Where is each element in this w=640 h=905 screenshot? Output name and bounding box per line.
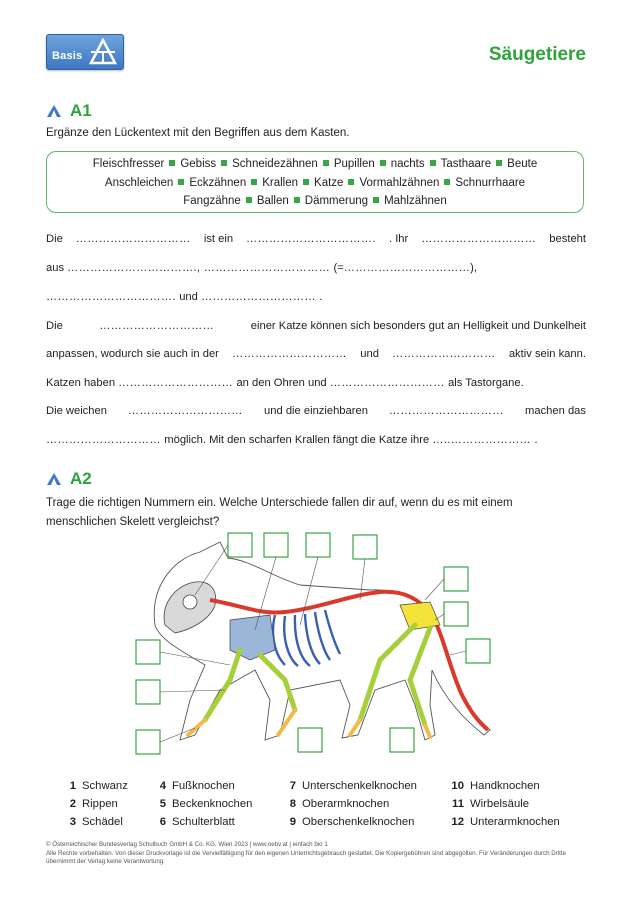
green-square-icon	[251, 179, 257, 185]
legend-number: 12	[451, 816, 464, 828]
legend-label: Schwanz	[82, 780, 128, 792]
green-square-icon	[444, 179, 450, 185]
word-term: Vormahlzähnen	[359, 176, 440, 189]
basis-logo	[46, 34, 124, 70]
level-triangle-icon	[46, 472, 62, 486]
word-row	[47, 174, 583, 193]
gap-text-segment: als Tastorgane.	[448, 377, 524, 389]
word-term: Pupillen	[333, 158, 375, 170]
legend-col-3	[282, 777, 417, 831]
gap-blank[interactable]: …..…………………	[432, 434, 535, 446]
word-row	[47, 192, 583, 211]
task-heading-a2	[46, 469, 92, 489]
word-box	[46, 151, 584, 213]
ribs-bones	[273, 610, 340, 666]
legend-number: 6	[159, 816, 166, 828]
answer-box	[228, 533, 252, 557]
answer-box	[136, 640, 160, 664]
gap-text-segment: einer Katze können sich besonders gut an Helligkeit und Dunkelheit	[250, 320, 586, 332]
gap-text-line	[46, 434, 586, 446]
gap-blank[interactable]: …………………………	[200, 291, 320, 303]
word-term: Gebiss	[180, 158, 217, 170]
word-row	[47, 155, 583, 174]
gap-text-segment: ist ein	[203, 233, 237, 245]
gap-text-segment: an den Ohren und	[236, 377, 330, 389]
legend-item	[282, 777, 417, 795]
gap-blank[interactable]: …………………………	[232, 348, 351, 360]
gap-blank[interactable]: …………………………….	[245, 233, 380, 245]
word-term: Eckzähnen	[189, 176, 247, 189]
legend-number: 5	[159, 798, 166, 810]
gap-text-segment: besteht	[549, 233, 586, 245]
green-square-icon	[496, 160, 502, 166]
legend-item	[450, 777, 560, 795]
gap-text-segment: machen das	[525, 405, 586, 417]
word-term: Tasthaare	[440, 158, 492, 170]
green-square-icon	[221, 160, 227, 166]
green-square-icon	[169, 160, 175, 166]
gap-blank[interactable]: …………………………	[118, 377, 237, 389]
gap-blank[interactable]: …………………………….,	[67, 262, 204, 274]
legend-item	[152, 795, 252, 813]
legend-col-1	[62, 777, 128, 831]
legend-label: Fußknochen	[172, 780, 235, 792]
answer-box	[264, 533, 288, 557]
legend-label: Schulterblatt	[172, 816, 235, 828]
legend-item	[450, 795, 560, 813]
gap-text-segment: (=	[333, 262, 344, 274]
task-heading-a1	[46, 101, 92, 121]
word-term: Fleischfresser	[92, 158, 165, 170]
legend-item	[62, 813, 128, 831]
answer-box	[136, 730, 160, 754]
answer-box	[353, 535, 377, 559]
legend-item	[450, 813, 560, 831]
word-term: Dämmerung	[304, 195, 369, 207]
legend-col-4	[450, 777, 560, 831]
green-square-icon	[430, 160, 436, 166]
level-triangle-icon	[46, 104, 62, 118]
legend-number: 1	[69, 780, 76, 792]
footer-copyright: © Österreichischer Bundesverlag Schulbuch GmbH & Co. KG, Wien 2023 | www.oebv.at | einfach bio 1	[46, 841, 328, 848]
word-term: Schneidezähnen	[232, 158, 318, 170]
legend-number: 8	[289, 798, 296, 810]
answer-box	[298, 728, 322, 752]
gap-text-segment: .	[319, 291, 323, 303]
task-heading-text: A2	[70, 469, 92, 488]
gap-text-line	[46, 320, 586, 332]
legend-number: 9	[289, 816, 296, 828]
legend-number: 4	[159, 780, 166, 792]
legend-item	[62, 777, 128, 795]
legend-item	[152, 813, 252, 831]
answer-box	[390, 728, 414, 752]
page-title: Säugetiere	[488, 44, 586, 65]
legend-item	[282, 813, 417, 831]
gap-blank[interactable]: …………………………	[388, 405, 508, 417]
gap-text-line	[46, 377, 586, 389]
gap-text-line	[46, 291, 586, 303]
gap-text-segment: .	[534, 434, 538, 446]
gap-text-segment: anpassen, wodurch sie auch in der	[46, 348, 223, 360]
word-term: Ballen	[256, 195, 289, 207]
legend-label: Unterarmknochen	[470, 816, 560, 828]
gap-text-segment: aus	[46, 262, 68, 274]
pelvis-bone	[400, 602, 440, 630]
legend-item	[62, 795, 128, 813]
gap-text-segment: Die	[46, 320, 66, 332]
gap-text-segment: ),	[470, 262, 478, 274]
legend-number: 10	[451, 780, 464, 792]
task1-instruction: Ergänze den Lückentext mit den Begriffen aus dem Kasten.	[46, 127, 350, 139]
legend-number: 3	[69, 816, 76, 828]
answer-box	[306, 533, 330, 557]
gap-blank[interactable]: ……………………………	[343, 262, 471, 274]
gap-blank[interactable]: …………………………	[46, 434, 165, 446]
triangle-logo-icon	[89, 38, 117, 66]
gap-text-segment: und die einziehbaren	[264, 405, 372, 417]
answer-box	[466, 639, 490, 663]
gap-text-line	[46, 348, 586, 360]
legend-item	[152, 777, 252, 795]
green-square-icon	[178, 179, 184, 185]
task-heading-text: A1	[70, 101, 92, 120]
legend-label: Schädel	[82, 816, 123, 828]
legend-label: Rippen	[82, 798, 118, 810]
gap-text-segment: und	[360, 348, 383, 360]
legend-col-2	[152, 777, 252, 831]
green-square-icon	[380, 160, 386, 166]
gap-text-segment: möglich. Mit den scharfen Krallen fängt die Katze ihre	[164, 434, 433, 446]
legend-label: Handknochen	[470, 780, 540, 792]
answer-boxes	[136, 533, 490, 754]
word-term: Beute	[507, 158, 538, 170]
legend-label: Oberarmknochen	[302, 798, 390, 810]
word-term: nachts	[390, 158, 425, 170]
green-square-icon	[373, 197, 379, 203]
gap-text-segment: Die weichen	[46, 405, 111, 417]
footer-rights: Alle Rechte vorbehalten. Von dieser Druckvorlage ist die Vervielfältigung für den eigenen Unterrichtsgebrauch gestattet. Die Kopiergebühren sind abgegolten. Für Veränderungen durch Dritte übernimmt der Verlag keine Verantwortung.	[46, 849, 567, 866]
gap-text-segment: . Ihr	[388, 233, 412, 245]
legend-number: 11	[452, 798, 464, 810]
gap-blank[interactable]: ………………………	[392, 348, 499, 360]
gap-blank[interactable]: …………………………….	[46, 291, 180, 303]
legend-number: 7	[289, 780, 296, 792]
gap-text-line	[46, 405, 586, 417]
legend-label: Unterschenkelknochen	[302, 780, 417, 792]
green-square-icon	[294, 197, 300, 203]
green-square-icon	[246, 197, 252, 203]
legend-item	[282, 795, 417, 813]
gap-blank[interactable]: …………………………	[127, 405, 247, 417]
answer-box	[444, 602, 468, 626]
green-square-icon	[348, 179, 354, 185]
gap-text-segment: Die	[46, 233, 66, 245]
gap-text-segment: aktiv sein kann.	[508, 348, 586, 360]
gap-blank[interactable]: …………………………	[421, 233, 540, 245]
gap-text-line	[46, 233, 586, 245]
word-term: Katze	[314, 176, 344, 189]
gap-blank[interactable]: …………………………	[329, 377, 449, 389]
legend-number: 2	[69, 798, 76, 810]
gap-blank[interactable]: …………………………	[75, 233, 195, 245]
gap-text-segment: Katzen haben	[46, 377, 119, 389]
gap-text-line	[46, 262, 586, 274]
legend-label: Wirbelsäule	[470, 798, 530, 810]
task2-instruction: Trage die richtigen Nummern ein. Welche Unterschiede fallen dir auf, wenn du es mit einem menschlichen Skelett vergleichst?	[46, 497, 513, 528]
logo-text: Basis	[52, 50, 83, 62]
word-term: Mahlzähnen	[384, 195, 447, 207]
gap-text-segment: und	[179, 291, 201, 303]
word-term: Schnurrhaare	[455, 176, 526, 189]
answer-box	[444, 567, 468, 591]
green-square-icon	[303, 179, 309, 185]
legend-label: Oberschenkelknochen	[302, 816, 415, 828]
cat-skeleton-diagram	[110, 530, 510, 760]
gap-blank[interactable]: ……………………………	[203, 262, 334, 274]
green-square-icon	[323, 160, 329, 166]
word-term: Anschleichen	[104, 176, 174, 189]
footer	[46, 841, 586, 867]
word-term: Fangzähne	[183, 195, 241, 207]
word-term: Krallen	[262, 176, 299, 189]
answer-box	[136, 680, 160, 704]
legend-label: Beckenknochen	[172, 798, 253, 810]
gap-blank[interactable]: …………………………	[99, 320, 218, 332]
